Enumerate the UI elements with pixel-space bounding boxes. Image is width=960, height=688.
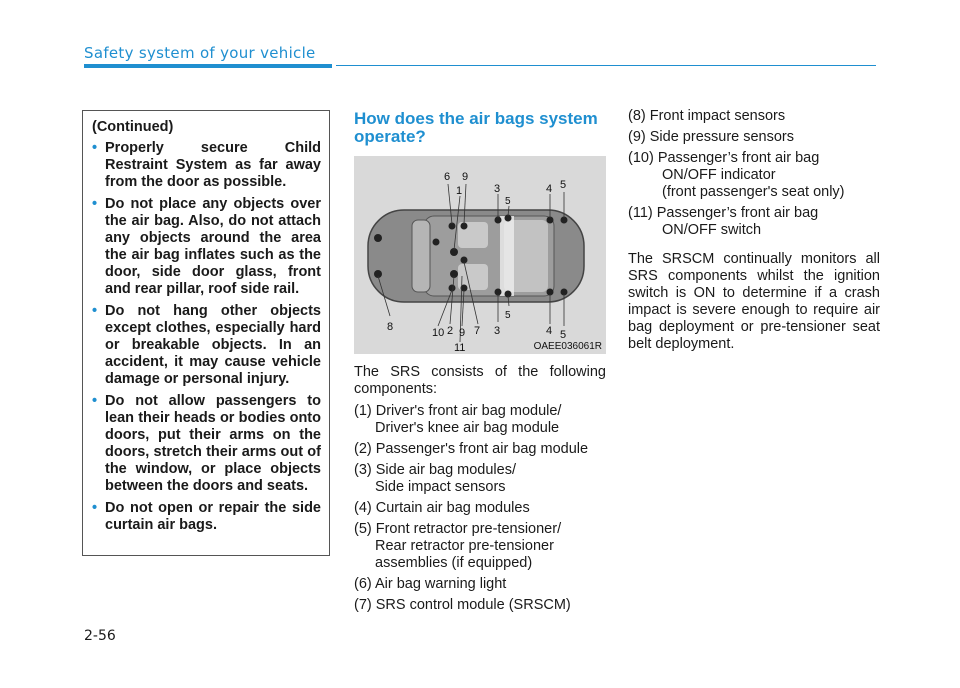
warning-item: • Do not place any objects over the air bag. Also, do not attach any objects around the area the air bag inflates such as the door, side door glass, front and rear pillar, roof side rail. — [92, 196, 321, 297]
bullet-icon: • — [92, 140, 98, 156]
callout-label: 5 — [505, 196, 511, 207]
figure-code: OAEE036061R — [533, 341, 602, 352]
warning-continued-label: (Continued) — [92, 119, 174, 135]
main-column — [354, 108, 606, 618]
callout-label: 4 — [546, 325, 553, 337]
callout-label: 5 — [505, 310, 511, 321]
list-item: (9) Side pressure sensors — [628, 129, 795, 145]
header-rule — [336, 65, 876, 66]
warning-box — [82, 110, 330, 556]
component-dot — [374, 234, 382, 242]
warning-item: • Do not allow passengers to lean their heads or bodies onto doors, put their arms on the doors, stretch their arms out of the window, or place objects between the doors and seats. — [92, 393, 321, 494]
list-item: (10) Passenger’s front air bag ON/OFF indicator (front passenger's seat only) — [628, 150, 845, 200]
bullet-icon: • — [92, 303, 98, 319]
section-header-title: Safety system of your vehicle — [84, 44, 316, 62]
bullet-icon: • — [92, 196, 98, 212]
callout-label: 3 — [494, 325, 501, 337]
list-item: (2) Passenger's front air bag module — [354, 441, 589, 457]
callout-label: 9 — [459, 327, 466, 339]
callout-label: 9 — [462, 171, 469, 183]
component-list — [354, 403, 606, 614]
right-column — [628, 108, 880, 353]
warning-item: • Do not open or repair the side curtain air bags. — [92, 500, 321, 533]
list-item: (3) Side air bag modules/ Side impact sensors — [354, 462, 516, 495]
bullet-icon: • — [92, 500, 98, 516]
warning-item: • Do not hang other objects except clothes, especially hard or breakable objects. In an accident, it may cause vehicle damage or personal injury. — [92, 303, 321, 387]
warning-item: • Properly secure Child Restraint System as far away from the door as possible. — [92, 140, 321, 190]
callout-label: 11 — [454, 342, 466, 354]
airbag-section-title: How does the air bags system operate? — [354, 109, 598, 146]
callout-label: 3 — [494, 183, 501, 195]
windshield-shape — [412, 220, 430, 292]
callout-label: 1 — [456, 185, 463, 197]
component-dot — [433, 239, 440, 246]
list-item: (6) Air bag warning light — [354, 576, 507, 592]
airbag-system-figure — [354, 156, 606, 354]
list-item: (8) Front impact sensors — [628, 108, 786, 124]
header-accent-bar — [84, 64, 332, 68]
srs-intro-text: The SRS consists of the following components: — [354, 364, 606, 397]
callout-label: 8 — [387, 321, 394, 333]
bullet-icon: • — [92, 393, 98, 409]
callout-label: 5 — [560, 329, 567, 341]
list-item: (1) Driver's front air bag module/ Driver's knee air bag module — [354, 403, 562, 436]
belt-highlight — [500, 216, 514, 296]
callout-label: 7 — [474, 325, 481, 337]
car-topview-illustration — [354, 156, 606, 354]
list-item: (11) Passenger’s front air bag ON/OFF switch — [628, 205, 819, 238]
callout-label: 4 — [546, 183, 553, 195]
srscm-description: The SRSCM continually monitors all SRS components whilst the ignition switch is ON to determine if a crash impact is severe enough to require air bag deployment or pre-tensioner seat belt deployment. — [628, 251, 880, 352]
callout-label: 5 — [560, 179, 567, 191]
callout-label: 10 — [432, 327, 445, 339]
page-number: 2-56 — [84, 628, 116, 644]
list-item: (7) SRS control module (SRSCM) — [354, 597, 571, 613]
callout-label: 6 — [444, 171, 451, 183]
list-item: (5) Front retractor pre-tensioner/ Rear retractor pre-tensioner assemblies (if equipped) — [354, 521, 562, 571]
callout-label: 2 — [447, 325, 454, 337]
list-item: (4) Curtain air bag modules — [354, 500, 530, 516]
